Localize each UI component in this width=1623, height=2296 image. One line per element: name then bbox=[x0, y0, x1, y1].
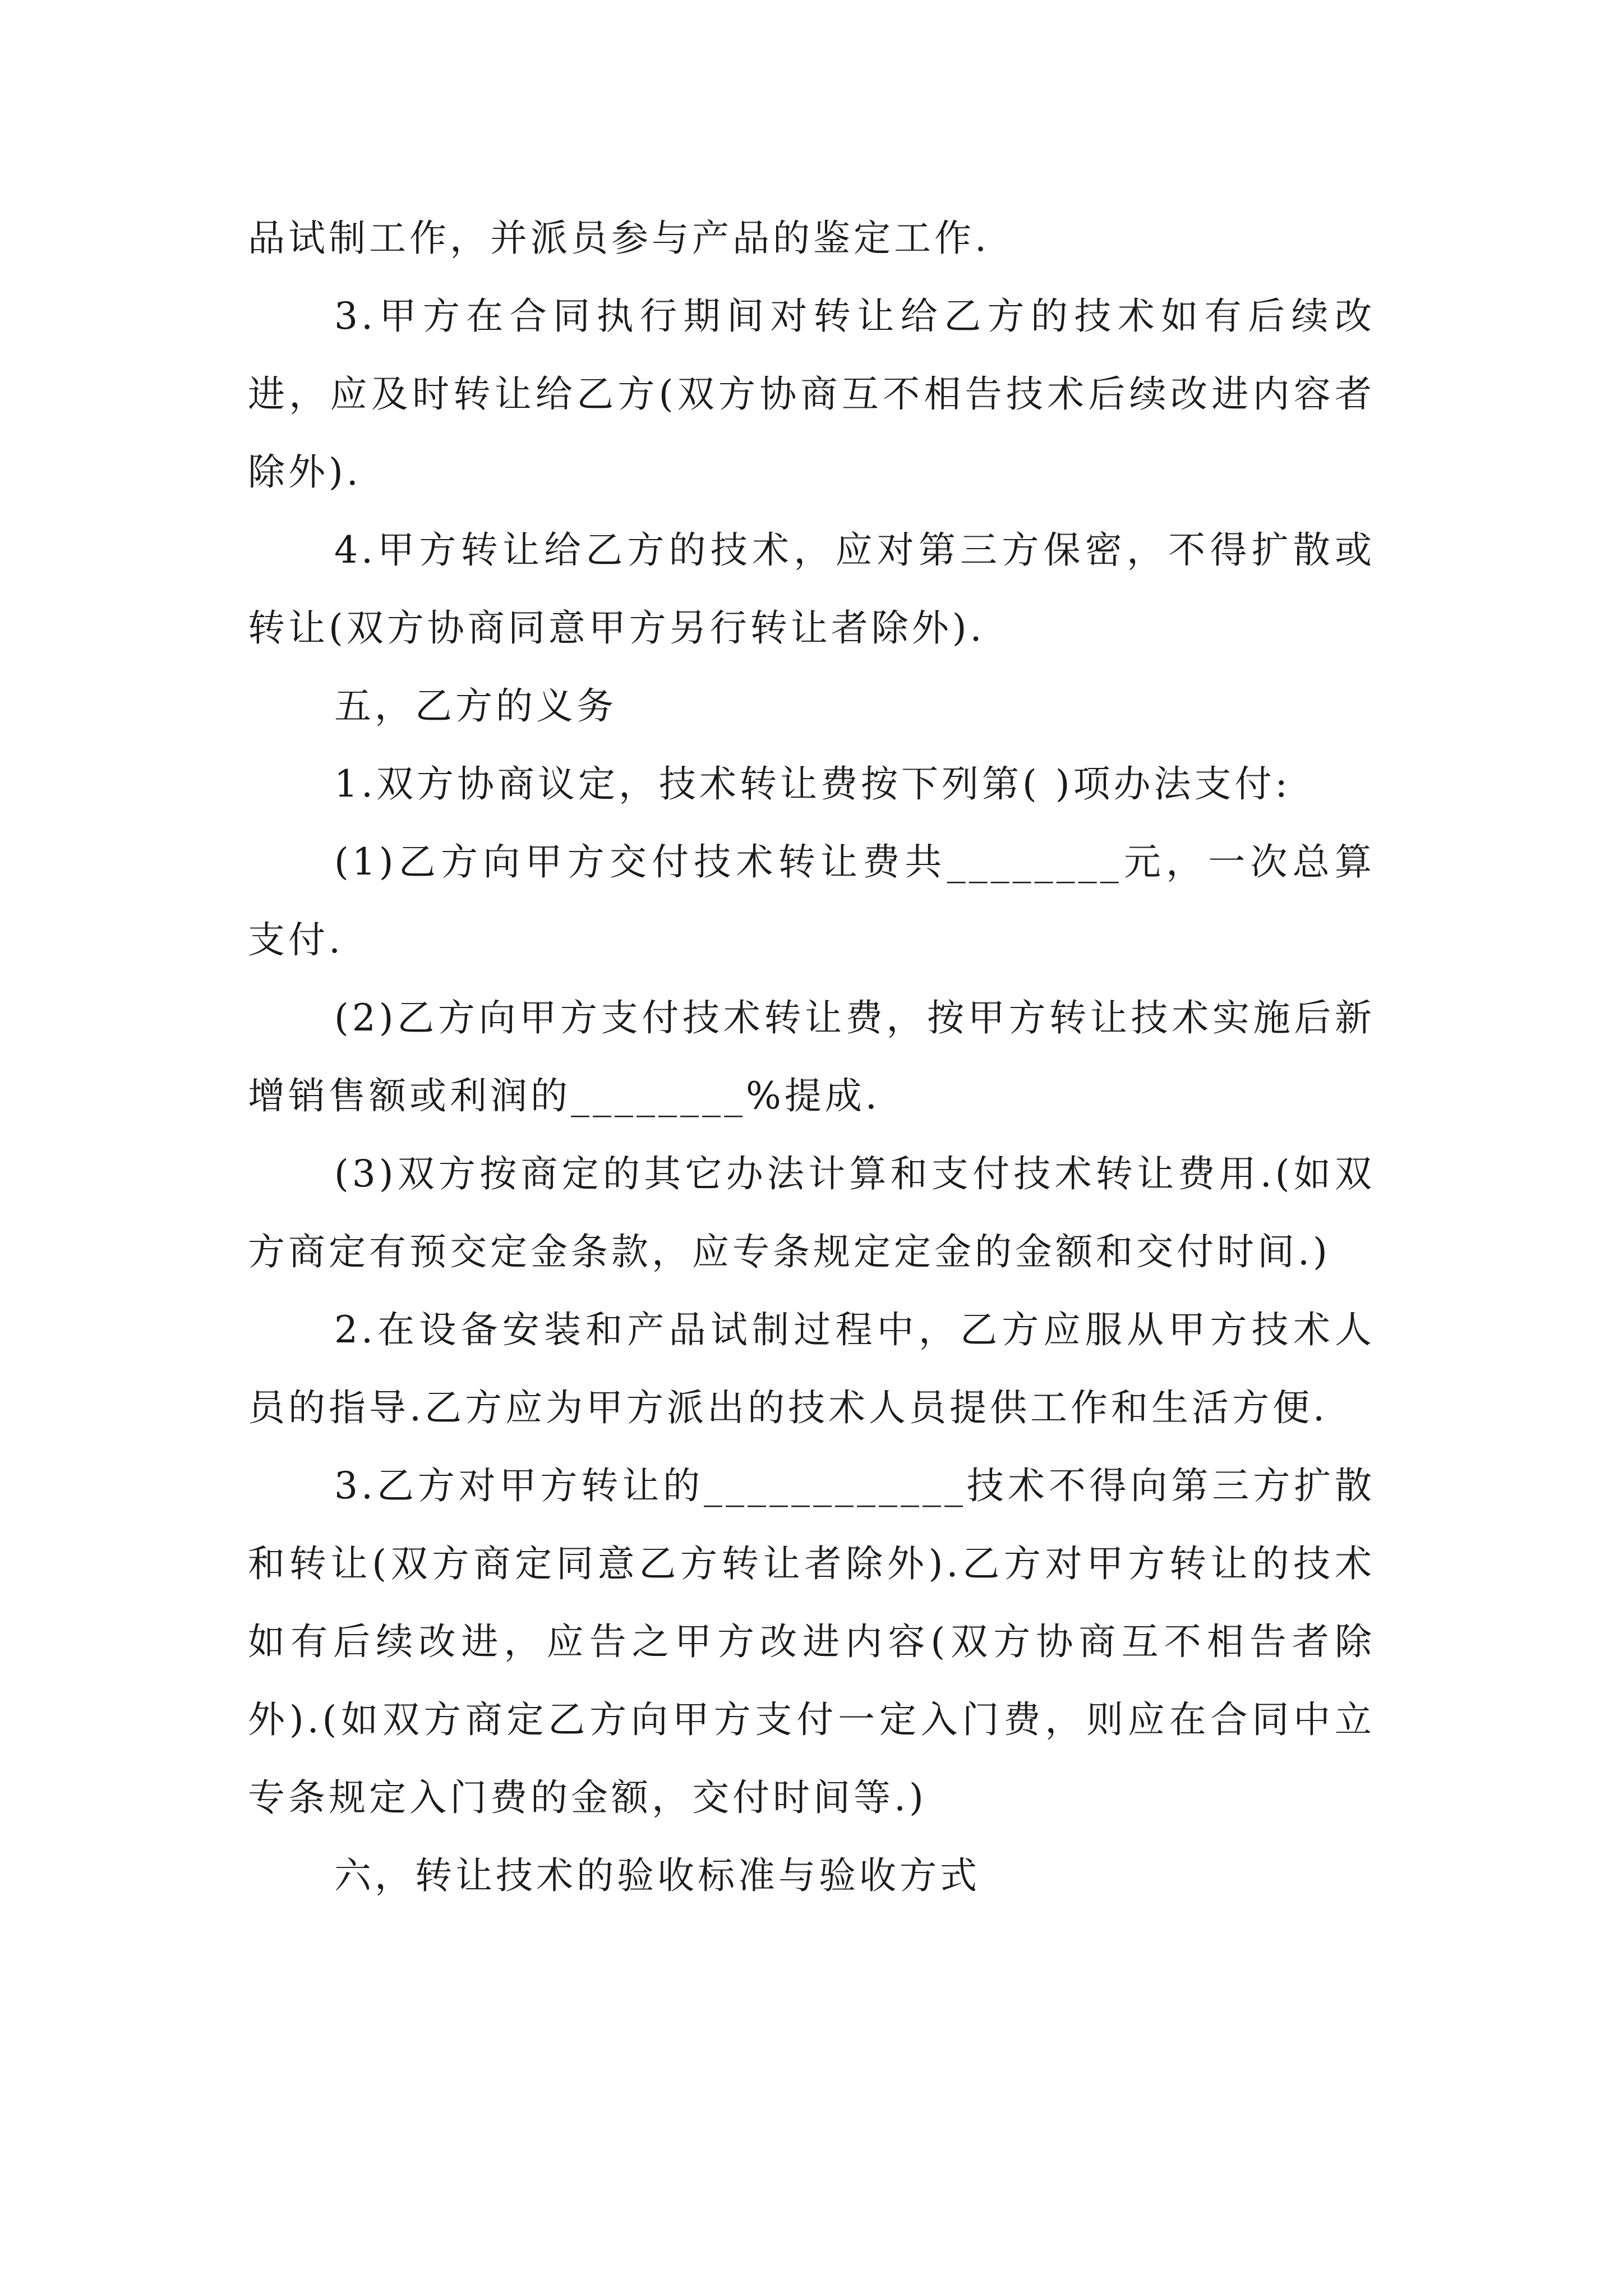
paragraph-clause-4-party-a: 4.甲方转让给乙方的技术，应对第三方保密，不得扩散或转让(双方协商同意甲方另行转让者除外). bbox=[248, 528, 1375, 650]
section-heading-party-b-obligations: 五，乙方的义务 bbox=[334, 684, 617, 728]
paragraph-clause-3-party-b: 3.乙方对甲方转让的____________技术不得向第三方扩散和转让(双方商定同意乙方转让者除外).乙方对甲方转让的技术如有后续改进，应告之甲方改进内容(双方协商互不相告者除外).(如双方商定乙方向甲方支付一定入门费，则应在合同中立专条规定入门费的金额，交付时间等.) bbox=[248, 1464, 1375, 1819]
paragraph-payment-option-3: (3)双方按商定的其它办法计算和支付技术转让费用.(如双方商定有预交定金条款，应专条规定定金的金额和交付时间.) bbox=[248, 1152, 1375, 1273]
paragraph-clause-1-party-b: 1.双方协商议定，技术转让费按下列第( )项办法支付: bbox=[334, 762, 1291, 806]
paragraph-clause-3-party-a: 3.甲方在合同执行期间对转让给乙方的技术如有后续改进，应及时转让给乙方(双方协商互不相告技术后续改进内容者除外). bbox=[248, 295, 1375, 494]
paragraph-payment-option-2: (2)乙方向甲方支付技术转让费，按甲方转让技术实施后新增销售额或利润的________%提成. bbox=[248, 996, 1375, 1117]
paragraph-continuation: 品试制工作，并派员参与产品的鉴定工作. bbox=[248, 217, 990, 260]
paragraph-clause-2-party-b: 2.在设备安装和产品试制过程中，乙方应服从甲方技术人员的指导.乙方应为甲方派出的技术人员提供工作和生活方便. bbox=[248, 1308, 1375, 1429]
contract-body bbox=[248, 199, 1375, 1915]
section-heading-acceptance-standards: 六，转让技术的验收标准与验收方式 bbox=[334, 1854, 980, 1897]
paragraph-payment-option-1: (1)乙方向甲方交付技术转让费共________元，一次总算支付. bbox=[248, 840, 1375, 961]
